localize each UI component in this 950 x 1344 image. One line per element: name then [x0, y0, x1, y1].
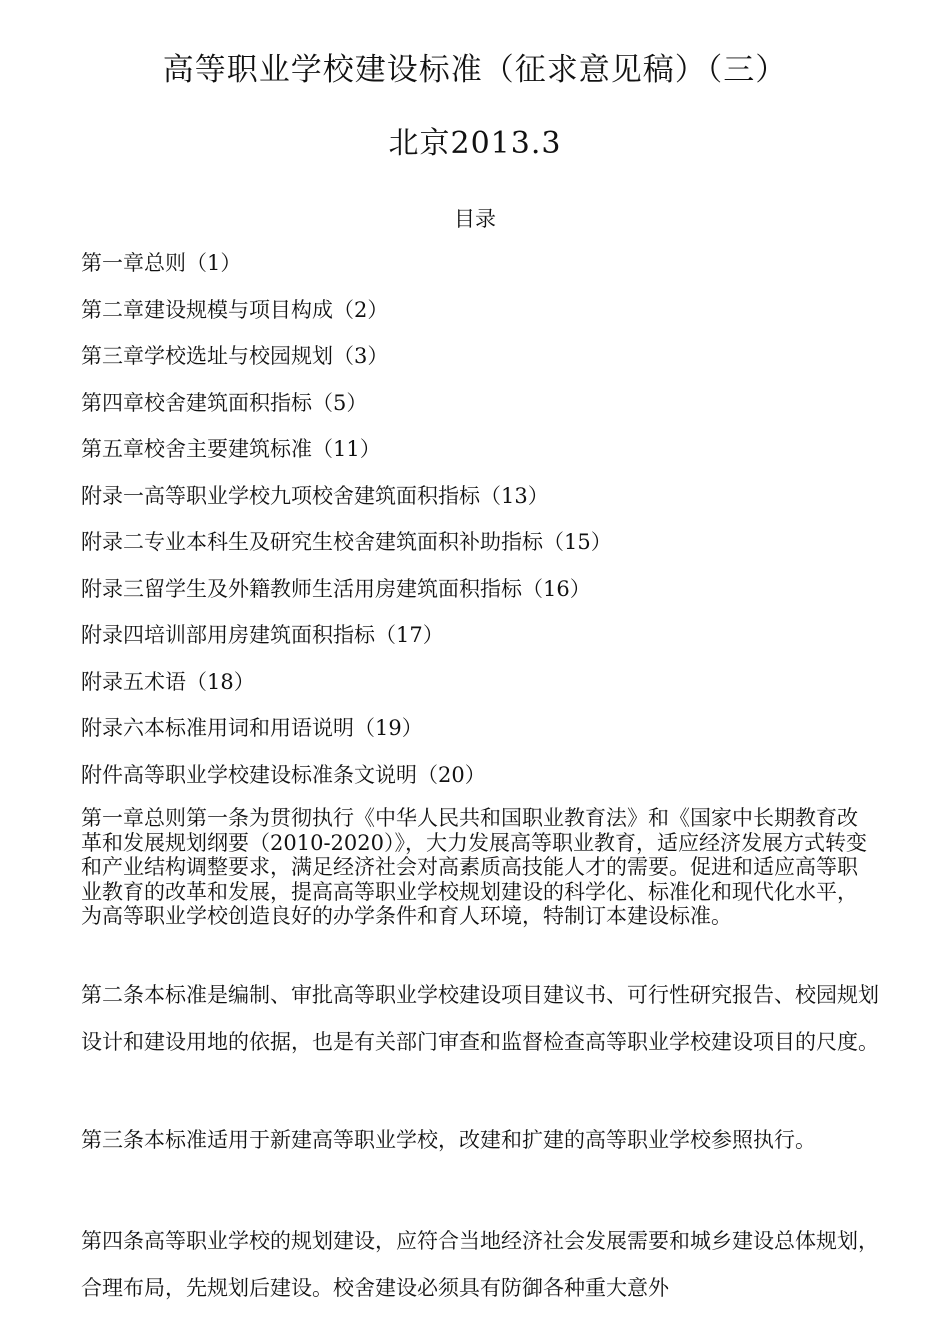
toc-item[interactable]: 附录二专业本科生及研究生校舍建筑面积补助指标（15）	[81, 530, 612, 554]
body-paragraph: 第三条本标准适用于新建高等职业学校，改建和扩建的高等职业学校参照执行。	[81, 1128, 816, 1152]
toc-item[interactable]: 附录一高等职业学校九项校舍建筑面积指标（13）	[81, 483, 549, 508]
body-paragraph: 第四条高等职业学校的规划建设，应符合当地经济社会发展需要和城乡建设总体规划，合理布局，先规划后建设。校舍建设必须具有防御各种重大意外	[81, 1229, 879, 1300]
toc-item[interactable]: 附录三留学生及外籍教师生活用房建筑面积指标（16）	[81, 576, 591, 601]
toc-item[interactable]: 附录五术语（18）	[81, 669, 255, 694]
toc-item[interactable]: 第三章学校选址与校园规划（3）	[81, 344, 389, 368]
body-paragraph: 第一章总则第一条为贯彻执行《中华人民共和国职业教育法》和《国家中长期教育改革和发展规划纲要（2010-2020）》，大力发展高等职业教育，适应经济发展方式转变和产业结构调整要求，满足经济社会对高素质高技能人才的需要。促进和适应高等职业教育的改革和发展，提高高等职业学校规划建设的科学化、标准化和现代化水平，为高等职业学校创造良好的办学条件和育人环境，特制订本建设标准。	[81, 806, 867, 928]
toc-item[interactable]: 第四章校舍建筑面积指标（5）	[81, 390, 368, 415]
toc-item[interactable]: 附录四培训部用房建筑面积指标（17）	[81, 623, 444, 647]
body-paragraph: 第二条本标准是编制、审批高等职业学校建设项目建议书、可行性研究报告、校园规划设计和建设用地的依据，也是有关部门审查和监督检查高等职业学校建设项目的尺度。	[81, 983, 879, 1054]
toc-item[interactable]: 第一章总则（1）	[81, 251, 242, 275]
document-subtitle: 北京2013.3	[388, 126, 562, 161]
toc-item[interactable]: 附录六本标准用词和用语说明（19）	[81, 716, 423, 740]
toc-item[interactable]: 附件高等职业学校建设标准条文说明（20）	[81, 762, 486, 787]
document-title: 高等职业学校建设标准（征求意见稿）（三）	[162, 52, 788, 88]
toc-item[interactable]: 第五章校舍主要建筑标准（11）	[81, 437, 381, 461]
toc-item[interactable]: 第二章建设规模与项目构成（2）	[81, 297, 389, 322]
toc-heading: 目录	[454, 207, 496, 231]
table-of-contents	[81, 249, 612, 807]
